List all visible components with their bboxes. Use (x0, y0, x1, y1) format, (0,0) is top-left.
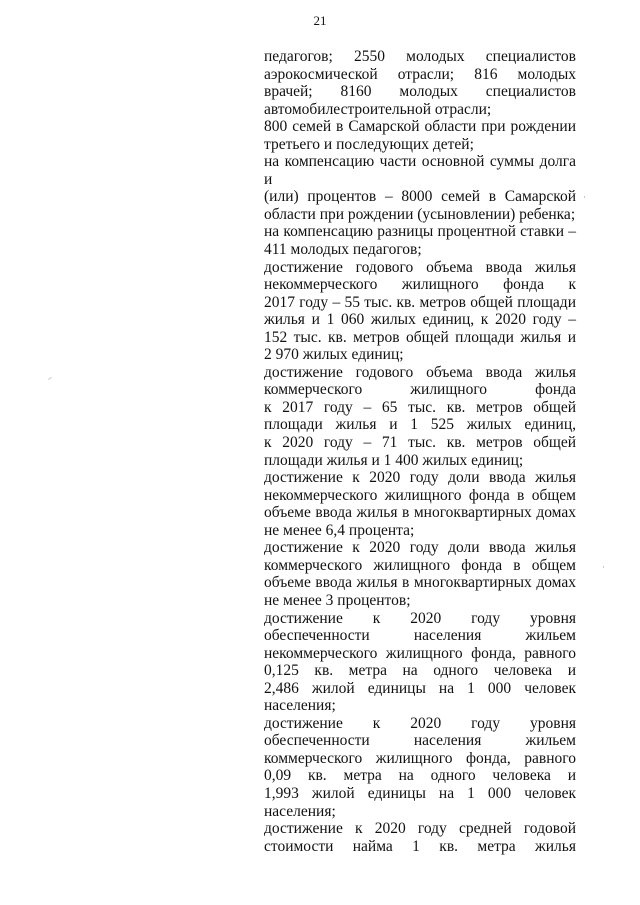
text-line: третьего и последующих детей; (264, 135, 474, 153)
text-line: достижение к 2020 году уровня (264, 609, 576, 627)
text-line: 2,486 жилой единицы на 1 000 человек (264, 679, 576, 697)
text-line: не менее 3 процентов; (264, 591, 411, 609)
text-line: стоимости найма 1 кв. метра жилья (264, 837, 576, 855)
text-line: населения; (264, 802, 336, 820)
paragraph (264, 610, 576, 715)
paragraph (264, 539, 576, 609)
text-line: (или) процентов – 8000 семей в Самарской (264, 188, 576, 206)
text-line: коммерческого жилищного фонда, равного (264, 749, 576, 767)
text-line: к 2020 году – 71 тыс. кв. метров общей (264, 434, 576, 452)
text-line: 152 тыс. кв. метров общей площади жилья и (264, 328, 576, 346)
body-text (264, 48, 576, 855)
text-line: коммерческого жилищного фонда в общем (264, 556, 576, 574)
text-line: площади жилья и 1 525 жилых единиц, (264, 416, 576, 434)
text-line: области при рождении (усыновлении) ребенка; (264, 205, 576, 223)
text-line: площади жилья и 1 400 жилых единиц; (264, 451, 524, 469)
text-line: некоммерческого жилищного фонда в общем (264, 486, 576, 504)
text-line: 0,125 кв. метра на одного человека и (264, 662, 576, 680)
paragraph (264, 48, 576, 118)
scan-speck (48, 377, 52, 380)
text-line: 2 970 жилых единиц; (264, 346, 404, 364)
text-line: аэрокосмической отрасли; 816 молодых (264, 65, 576, 83)
text-line: 411 молодых педагогов; (264, 241, 422, 259)
text-line: объеме ввода жилья в многоквартирных домах (264, 574, 576, 592)
text-line: на компенсацию части основной суммы долга и (264, 153, 576, 188)
text-line: некоммерческого жилищного фонда, равного (264, 644, 576, 662)
text-line: обеспеченности населения жильем (264, 627, 576, 645)
text-line: на компенсацию разницы процентной ставки – (264, 223, 576, 241)
paragraph (264, 469, 576, 539)
paragraph (264, 223, 576, 258)
text-line: объеме ввода жилья в многоквартирных домах (264, 504, 576, 522)
text-line: не менее 6,4 процента; (264, 521, 415, 539)
text-line: достижение годового объема ввода жилья (264, 258, 576, 276)
page-number: 21 (313, 13, 327, 28)
paragraph (264, 259, 576, 364)
paragraph (264, 118, 576, 153)
text-line: к 2017 году – 65 тыс. кв. метров общей (264, 398, 576, 416)
scan-speck (603, 566, 604, 568)
text-line: 800 семей в Самарской области при рождении (264, 118, 576, 136)
text-line: 0,09 кв. метра на одного человека и (264, 767, 576, 785)
text-line: некоммерческого жилищного фонда к (264, 276, 576, 294)
paragraph (264, 153, 576, 223)
text-line: автомобилестроительной отрасли; (264, 100, 492, 118)
text-line: населения; (264, 697, 336, 715)
text-line: коммерческого жилищного фонда (264, 381, 576, 399)
text-line: педагогов; 2550 молодых специалистов (264, 48, 576, 65)
text-line: достижение к 2020 году уровня (264, 714, 576, 732)
paragraph (264, 364, 576, 469)
paragraph (264, 820, 576, 855)
text-line: достижение к 2020 году доли ввода жилья (264, 469, 576, 487)
text-line: жилья и 1 060 жилых единиц, к 2020 году – (264, 311, 576, 329)
text-line: 2017 году – 55 тыс. кв. метров общей площади (264, 293, 576, 311)
scan-speck (584, 196, 585, 198)
text-line: врачей; 8160 молодых специалистов (264, 83, 576, 101)
text-line: достижение к 2020 году доли ввода жилья (264, 539, 576, 557)
text-line: 1,993 жилой единицы на 1 000 человек (264, 784, 576, 802)
paragraph (264, 715, 576, 820)
text-line: достижение годового объема ввода жилья (264, 363, 576, 381)
text-line: достижение к 2020 году средней годовой (264, 820, 576, 838)
text-line: обеспеченности населения жильем (264, 732, 576, 750)
